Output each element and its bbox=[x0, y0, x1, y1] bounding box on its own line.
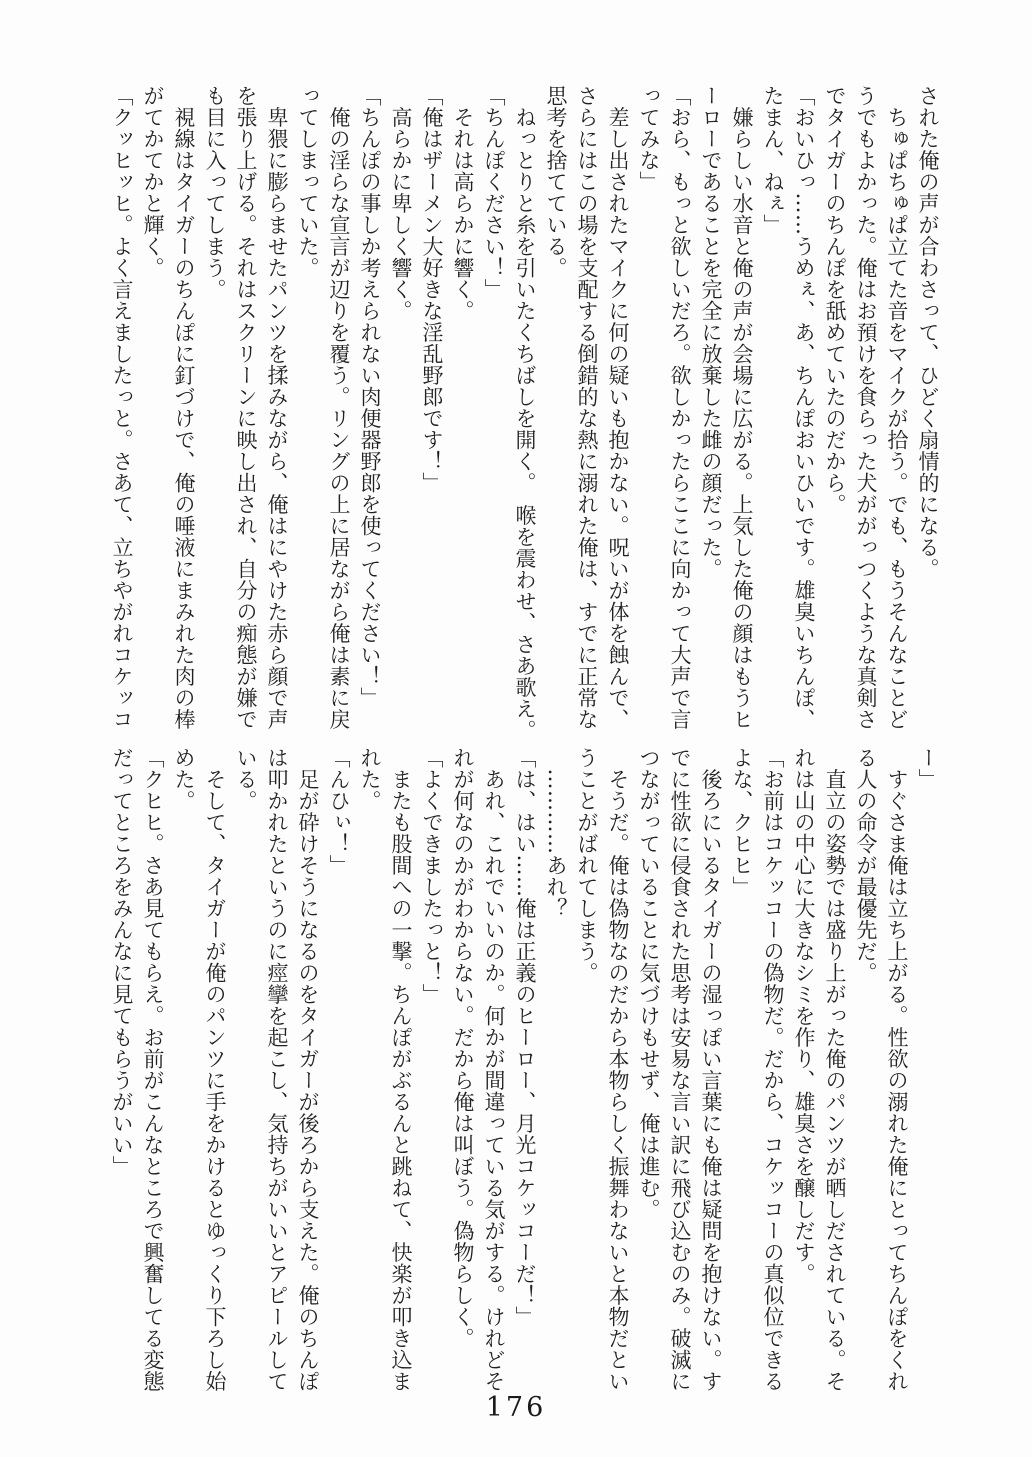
text-column: でに性欲に侵食された思考は安易な言い訳に飛び込むのみ。破滅に bbox=[668, 747, 692, 1392]
text-column: れが何なのかがわからない。だから俺は叫ぼう。偽物らしく。 bbox=[451, 747, 475, 1349]
text-column: 直立の姿勢では盛り上がった俺のパンツが晒しだされている。そ bbox=[823, 747, 847, 1392]
text-column: がてかてかと輝く。 bbox=[141, 85, 165, 279]
text-column: さらにはこの場を支配する倒錯的な熱に溺れた俺は、すでに正常な bbox=[575, 85, 599, 730]
text-column: うでもよかった。俺はお預けを食らった犬ががっつくような真剣さ bbox=[854, 85, 878, 730]
text-column: たまん、ねぇ」 bbox=[761, 85, 785, 236]
text-column: 視線はタイガーのちんぽに釘づけで、俺の唾液にまみれた肉の棒 bbox=[172, 85, 196, 730]
text-column: 「おいひっ……うめぇ、あ、ちんぽおいひいです。雄臭いちんぽ、 bbox=[792, 85, 816, 730]
text-column: 卑猥に膨らませたパンツを揉みながら、俺はにやけた赤ら顔で声 bbox=[265, 85, 289, 730]
text-column: 後ろにいるタイガーの湿っぽい言葉にも俺は疑問を抱けない。す bbox=[699, 747, 723, 1392]
text-column: 「お前はコケッコーの偽物だ。だから、コケッコーの真似位できる bbox=[761, 747, 785, 1392]
text-column: ーローであることを完全に放棄した雌の顔だった。 bbox=[699, 85, 723, 580]
text-column: それは高らかに響く。 bbox=[451, 85, 475, 322]
text-column: だってところをみんなに見てもらうがいい」 bbox=[110, 747, 134, 1177]
text-column: 思考を捨てている。 bbox=[544, 85, 568, 279]
text-column: 嫌らしい水音と俺の声が会場に広がる。上気した俺の顔はもうヒ bbox=[730, 85, 754, 730]
text-block-top bbox=[106, 85, 943, 761]
text-column: そして、タイガーが俺のパンツに手をかけるとゆっくり下ろし始 bbox=[203, 747, 227, 1392]
text-column: 「よくできましたっと！」 bbox=[420, 747, 444, 1005]
text-column: 俺の淫らな宣言が辺りを覆う。リングの上に居ながら俺は素に戻 bbox=[327, 85, 351, 730]
text-column: つながっていることに気づけもせず、俺は進む。 bbox=[637, 747, 661, 1220]
text-column: よな、クヒヒ」 bbox=[730, 747, 754, 898]
text-column: 高らかに卑しく響く。 bbox=[389, 85, 413, 322]
text-column: うことがばれてしまう。 bbox=[575, 747, 599, 984]
text-column: すぐさま俺は立ち上がる。性欲の溺れた俺にとってちんぽをくれ bbox=[885, 747, 909, 1392]
text-column: めた。 bbox=[172, 747, 196, 812]
text-column: は叩かれたというのに痙攣を起こし、気持ちがいいとアピールして bbox=[265, 747, 289, 1392]
text-column: ってしまっていた。 bbox=[296, 85, 320, 279]
text-column: またも股間への一撃。ちんぽがぶるんと跳ねて、快楽が叩き込ま bbox=[389, 747, 413, 1392]
text-column: る人の命令が最優先だ。 bbox=[854, 747, 878, 984]
text-column: ねっとりと糸を引いたくちばしを開く。 喉を震わせ、さあ歌え。 bbox=[513, 85, 537, 741]
text-column: ちゅぱちゅぱ立てた音をマイクが拾う。でも、もうそんなことど bbox=[885, 85, 909, 730]
text-column: そうだ。俺は偽物なのだから本物らしく振舞わないと本物だとい bbox=[606, 747, 630, 1392]
text-column: ー」 bbox=[916, 747, 940, 790]
text-column: あれ、これでいいのか。何かが間違っている気がする。けれどそ bbox=[482, 747, 506, 1392]
text-column: された俺の声が合わさって、ひどく扇情的になる。 bbox=[916, 85, 940, 580]
text-column: 足が砕けそうになるのをタイガーが後ろから支えた。俺のちんぽ bbox=[296, 747, 320, 1392]
text-column: れは山の中心に大きなシミを作り、雄臭さを醸しだす。 bbox=[792, 747, 816, 1285]
text-column: いる。 bbox=[234, 747, 258, 812]
text-block-bottom bbox=[106, 747, 943, 1423]
text-column: 「は、はい……俺は正義のヒーロー、月光コケッコーだ！」 bbox=[513, 747, 537, 1328]
text-column: 「おら、もっと欲しいだろ。欲しかったらここに向かって大声で言 bbox=[668, 85, 692, 730]
text-column: ってみな」 bbox=[637, 85, 661, 193]
text-column: 差し出されたマイクに何の疑いも抱かない。呪いが体を蝕んで、 bbox=[606, 85, 630, 730]
page-number: 176 bbox=[485, 1392, 547, 1423]
text-column: …………あれ？ bbox=[544, 747, 568, 919]
text-column: れた。 bbox=[358, 747, 382, 812]
text-column: 「クッヒッヒ。よく言えましたっと。さあて、立ちやがれコケッコ bbox=[110, 85, 134, 730]
text-column: 「んひぃ！」 bbox=[327, 747, 351, 876]
text-column: 「ちんぽください！」 bbox=[482, 85, 506, 300]
text-column: も目に入ってしまう。 bbox=[203, 85, 227, 300]
text-column: 「俺はザーメン大好きな淫乱野郎です！」 bbox=[420, 85, 444, 494]
text-column: 「ちんぽの事しか考えられない肉便器野郎を使ってください！」 bbox=[358, 85, 382, 709]
text-column: でタイガーのちんぽを舐めていたのだから。 bbox=[823, 85, 847, 515]
text-column: を張り上げる。それはスクリーンに映し出され、自分の痴態が嫌で bbox=[234, 85, 258, 730]
text-column: 「クヒヒ。さあ見てもらえ。お前がこんなところで興奮してる変態 bbox=[141, 747, 165, 1392]
